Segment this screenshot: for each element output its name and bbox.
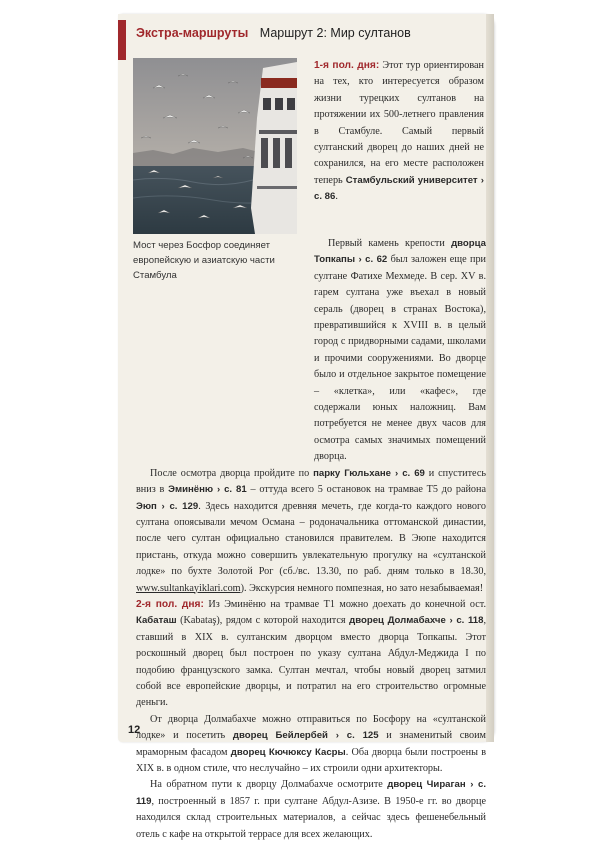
sultan-boats-link[interactable]: www.sultankayiklari.com [136,582,241,594]
paragraph-6-text-2: , построенный в 1857 г. при султане Абдул-Азизе. В 1950-е гг. во дворце находился склад строительных материалов, а сейчас здесь фешенебельный отель с кафе на открытой террасе для всех желающих. [136,795,486,840]
second-half-label: 2-я пол. дня: [136,598,204,610]
eyup-ref: Эюп › с. 129 [136,500,199,512]
gulhane-ref: парку Гюльхане › с. 69 [313,467,425,479]
dolmabahce-ref: дворец Долмабахче › с. 118 [349,615,484,627]
header-route: Маршрут 2: Мир султанов [259,26,411,40]
page-edge [486,14,494,742]
paragraph-4 [136,597,486,712]
photo-illustration [133,58,297,234]
paragraph-2-text: Первый камень крепости [328,238,452,249]
body-text [136,236,486,843]
paragraph-6-text: На обратном пути к дворцу Долмабахче осмотрите [150,779,388,791]
paragraph-5-text-3: . Оба дворца были построены в XIX в. в одном стиле, что неслучайно – их строили одни архитекторы. [136,746,487,774]
first-half-label: 1-я пол. дня: [314,60,380,71]
paragraph-1-text: Этот тур ориентирован на тех, кто интересуется образом жизни турецких султанов на протяжении их 500-летнего правления в Стамбуле. Самый первый султанский дворец до наших дней не сохранился, на его месте расположен теперь [314,60,484,186]
paragraph-2 [314,236,486,466]
paragraph-4-text-2: (Kabataş), рядом с которой находится [176,615,350,627]
eminonu-ref: Эминёню › с. 81 [168,484,247,496]
header-text [136,26,411,40]
bosphorus-photo [133,58,297,234]
kabatas-ref: Кабаташ [136,615,177,627]
page-number: 12 [128,724,141,736]
paragraph-1 [314,58,484,206]
first-column-text [314,58,484,206]
paragraph-5 [136,712,486,778]
ciragan-ref: дворец Чираган › с. 119 [136,779,487,807]
header-accent-bar [118,20,126,60]
paragraph-3 [136,466,486,597]
header-category: Экстра-маршруты [136,26,249,40]
paragraph-1-end: . [335,191,338,203]
page-header [118,14,494,56]
paragraph-3-text-4: . Здесь находится древняя мечеть, где когда-то каждого нового султана опоясывали мечом Османа – родоначальника оттоманской династии, после чего султан официально становился правителем. В Эюпе находится пристань, откуда можно совершить увлекательную прогулку на «султанской лодке» по бухте Золотой Рог (сб./вс. 13.30, по раб. дням только в 18.30, [136,500,486,578]
paragraph-3-text-2: и спуститесь вниз в [136,467,486,496]
paragraph-5-text: От дворца Долмабахче можно отправиться по Босфору на «султанской лодке» и посетить [136,713,486,742]
topkapi-ref: дворца Топкапы › с. 62 [314,238,486,266]
paragraph-5-text-2: и знаменитый своим мраморным фасадом [136,730,486,758]
university-ref: Стамбульский университет › с. 86 [314,174,484,203]
paragraph-3-text-5: ). Экскурсия немного помпезная, но зато незабываемая! [240,582,484,594]
book-page [118,14,494,840]
beylerbeyi-ref: дворец Бейлербей › с. 125 [232,730,379,742]
paragraph-3-text: После осмотра дворца пройдите по [150,467,314,479]
paragraph-2-rest: был заложен еще при султане Фатихе Мехмеде. В сер. XV в. гарем султана уже въехал в новый сераль (дворец в странах Востока), превратившийся к XVIII в. в целый город с придворными садами, школами и прочими сооружениями. Во дворце было и отдельное закрытое помещение – «клетка», или «кафес», где содержали юных наложниц. Вам потребуется не менее двух часов для осмотра самых значимых помещений дворца. [314,254,486,463]
photo-caption: Мост через Босфор соединяет европейскую и азиатскую части Стамбула [133,240,275,281]
paragraph-4-text: Из Эминёню на трамвае Т1 можно доехать до конечной ост. [203,598,486,610]
paragraph-3-text-3: – оттуда всего 5 остановок на трамвае Т5 до района [246,484,486,496]
kucuksu-ref: дворец Кючюксу Касры [230,746,346,758]
paragraph-6 [136,777,486,843]
paragraph-4-text-3: , ставший в XIX в. султанским дворцом вместо дворца Топкапы. Этот роскошный дворец был построен по указу султана Абдул-Меджида I по подобию французского замка. Султан мечтал, чтобы новый дворец затмил собой все европейские дворцы, и потратил на его строительство огромные деньги. [136,615,486,709]
